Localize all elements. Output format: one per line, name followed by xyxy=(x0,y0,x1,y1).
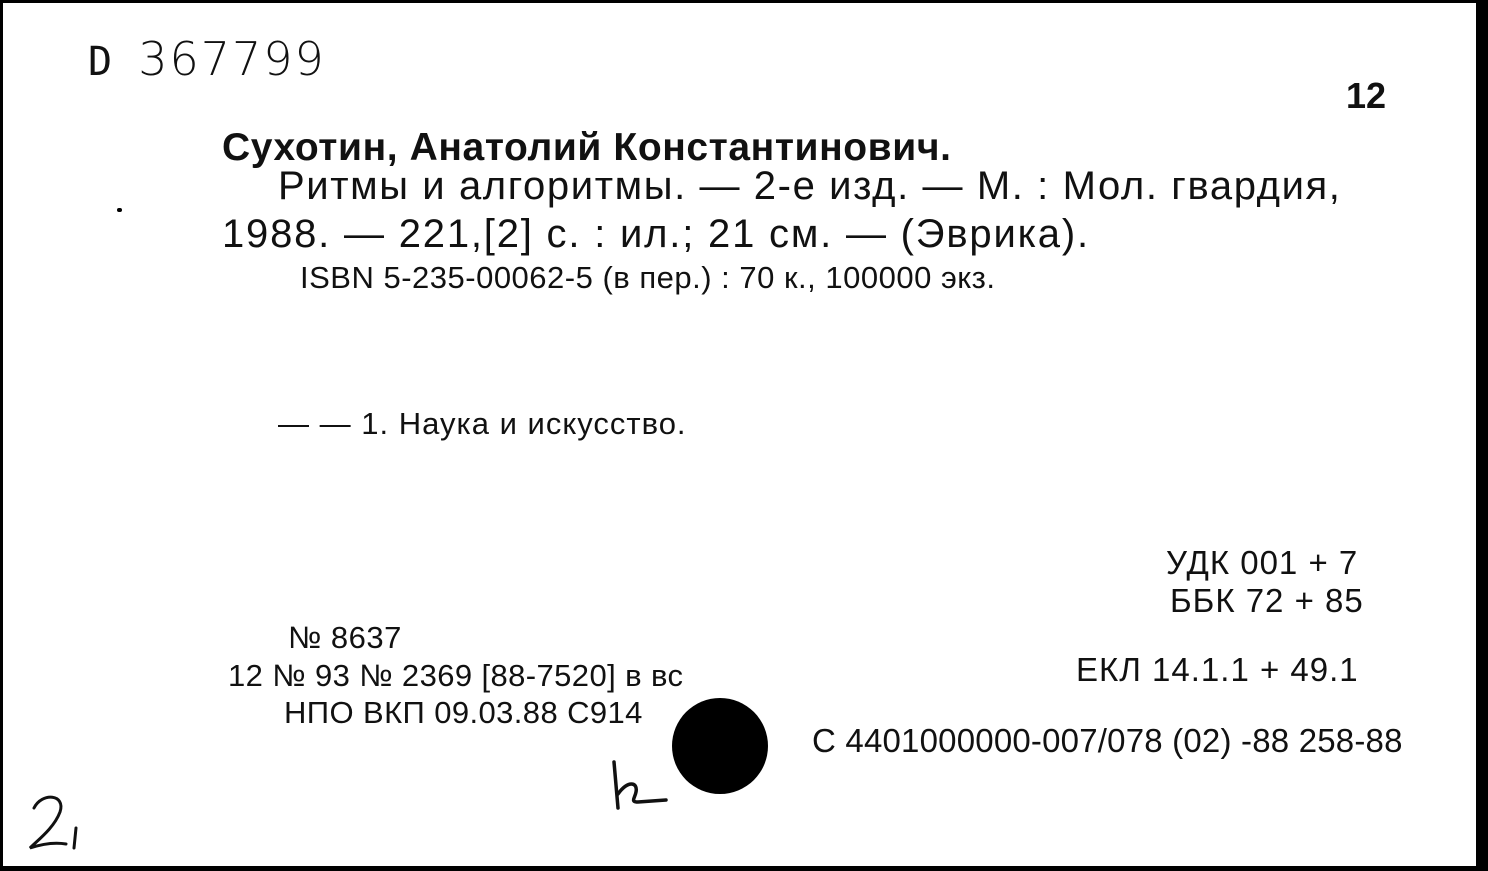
handwritten-mark-2 xyxy=(24,790,94,860)
catalog-code: С 4401000000-007/078 (02) -88 258-88 xyxy=(812,722,1403,759)
title-statement-line-2: 1988. — 221,[2] с. : ил.; 21 см. — (Эврика). xyxy=(222,212,1090,256)
punch-hole xyxy=(672,698,768,794)
card-border-top xyxy=(0,0,1488,3)
card-number: 12 xyxy=(1346,75,1387,116)
udc-classification: УДК 001 + 7 xyxy=(1166,544,1359,581)
scan-speck xyxy=(117,208,122,212)
card-border-right xyxy=(1476,0,1488,871)
order-details-line: 12 № 93 № 2369 [88-7520] в вс xyxy=(228,658,684,693)
bbk-classification: ББК 72 + 85 xyxy=(1170,582,1364,619)
title-statement-line-1: Ритмы и алгоритмы. — 2-е изд. — М. : Мол. гвардия, xyxy=(278,164,1342,208)
author-heading: Сухотин, Анатолий Константинович. xyxy=(222,126,952,169)
printing-info-line: НПО ВКП 09.03.88 С914 xyxy=(284,695,643,730)
subject-tracing: — — 1. Наука и искусство. xyxy=(278,406,687,441)
card-border-bottom xyxy=(0,866,1488,871)
ekl-classification: ЕКЛ 14.1.1 + 49.1 xyxy=(1076,651,1359,688)
call-number-prefix: D xyxy=(88,39,114,85)
card-border-left xyxy=(0,0,3,871)
handwritten-mark-k xyxy=(608,758,674,814)
isbn-line: ISBN 5-235-00062-5 (в пер.) : 70 к., 100000 экз. xyxy=(300,260,996,295)
call-number-digits: 367799 xyxy=(138,32,326,86)
order-number: № 8637 xyxy=(288,620,402,655)
call-number xyxy=(88,32,326,86)
